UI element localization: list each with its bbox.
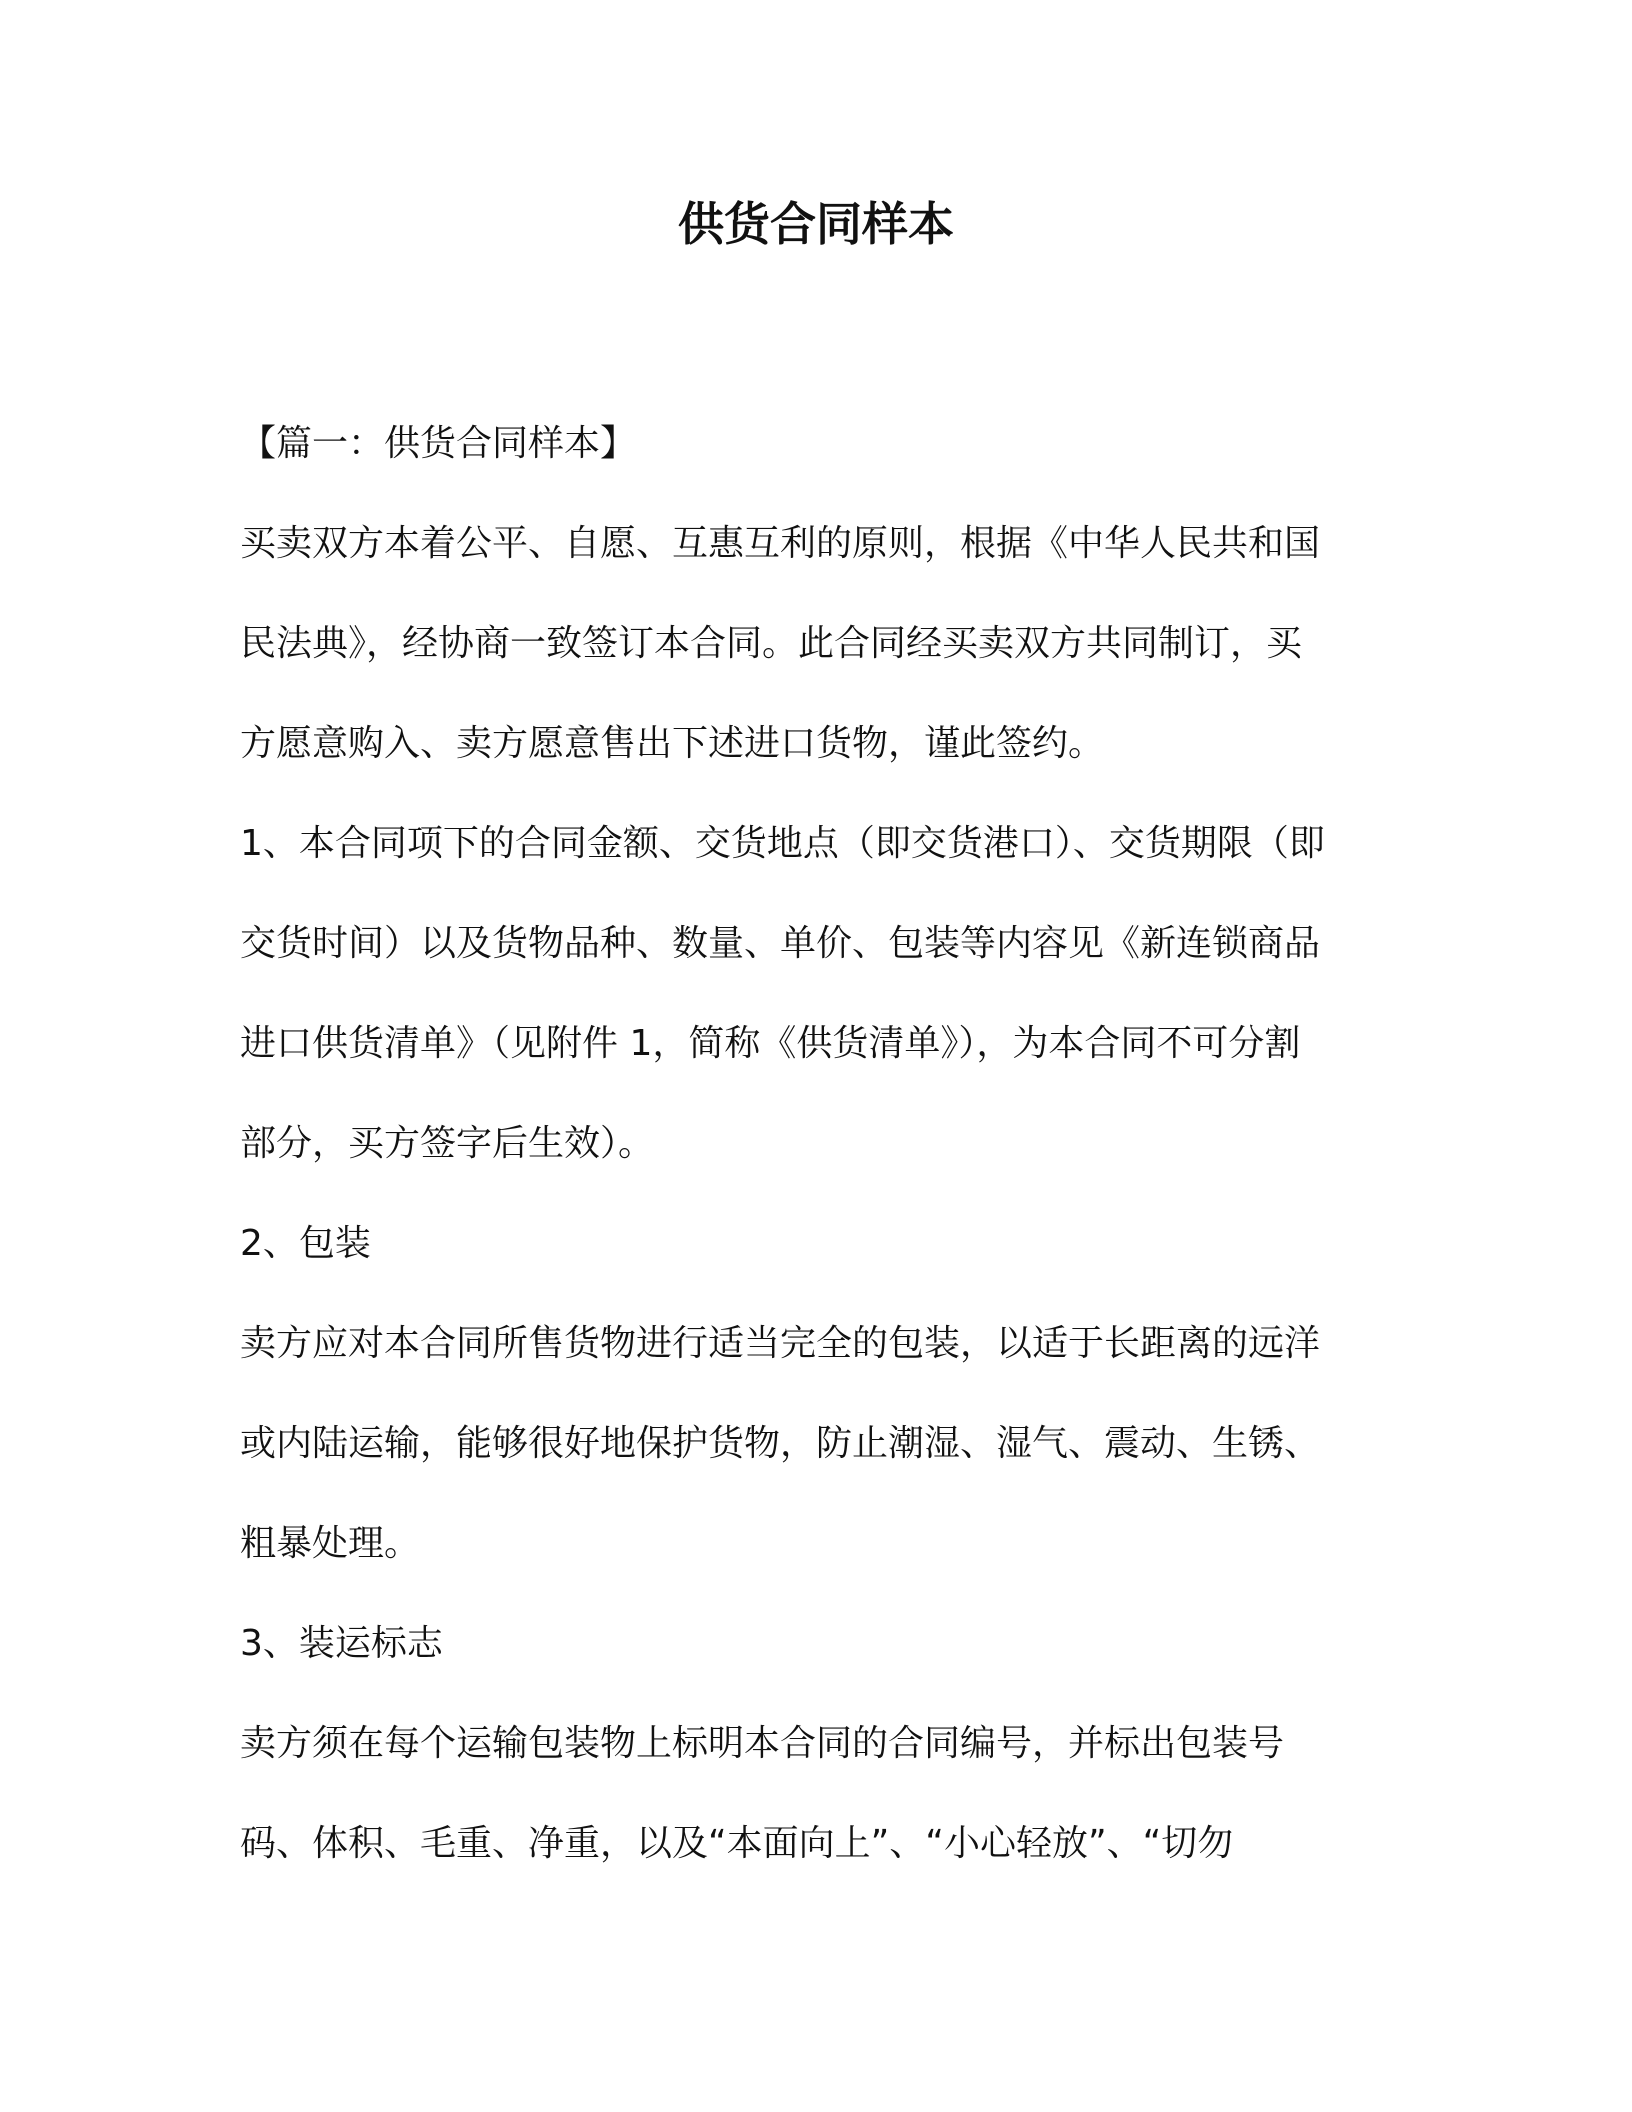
paragraph-line: 粗暴处理。	[240, 1523, 421, 1564]
paragraph-line: 民法典》，经协商一致签订本合同。此合同经买卖双方共同制订，买	[240, 623, 1303, 664]
paragraph-line: 交货时间）以及货物品种、数量、单价、包装等内容见《新连锁商品	[240, 923, 1321, 964]
paragraph-line: 方愿意购入、卖方愿意售出下述进口货物，谨此签约。	[240, 723, 1105, 764]
document-title: 供货合同样本	[678, 197, 954, 251]
paragraph-line: 码、体积、毛重、净重，以及“本面向上”、“小心轻放”、“切勿	[240, 1823, 1234, 1864]
paragraph-line: 买卖双方本着公平、自愿、互惠互利的原则，根据《中华人民共和国	[240, 523, 1321, 564]
paragraph-line: 卖方须在每个运输包装物上标明本合同的合同编号，并标出包装号	[240, 1723, 1285, 1764]
paragraph-line: 1、本合同项下的合同金额、交货地点（即交货港口）、交货期限（即	[240, 823, 1325, 864]
section-heading: 【篇一：供货合同样本】	[240, 423, 637, 464]
clause-heading: 2、包装	[240, 1223, 371, 1264]
paragraph-line: 进口供货清单》（见附件 1，简称《供货清单》），为本合同不可分割	[240, 1023, 1301, 1064]
paragraph-line: 或内陆运输，能够很好地保护货物，防止潮湿、湿气、震动、生锈、	[240, 1423, 1321, 1464]
clause-heading: 3、装运标志	[240, 1623, 443, 1664]
paragraph-line: 部分，买方签字后生效）。	[240, 1123, 655, 1164]
paragraph-line: 卖方应对本合同所售货物进行适当完全的包装，以适于长距离的远洋	[240, 1323, 1321, 1364]
